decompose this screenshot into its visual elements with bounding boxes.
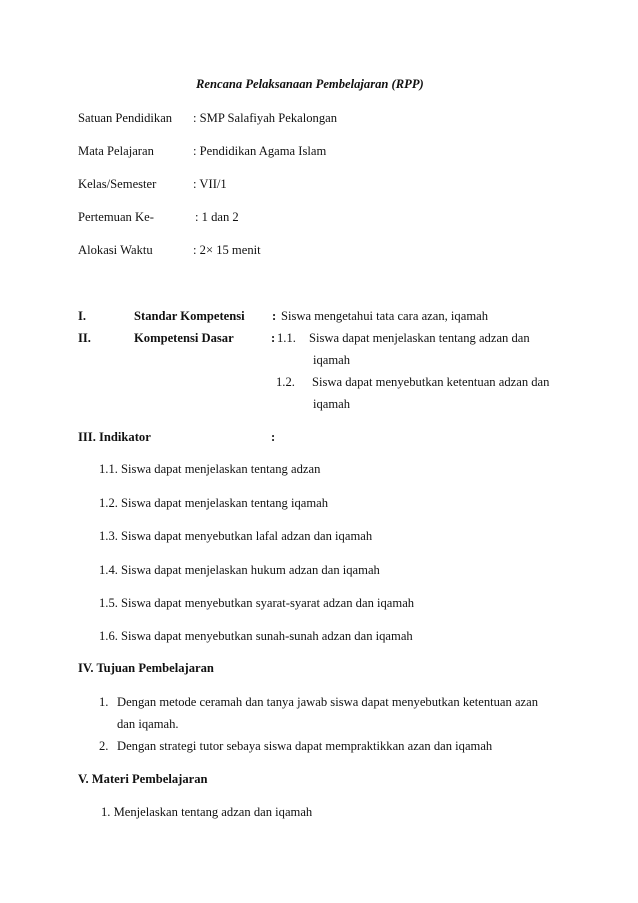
identity-label: Alokasi Waktu (78, 243, 153, 257)
identity-label: Mata Pelajaran (78, 144, 154, 158)
indicator-item: 1.5. Siswa dapat menyebutkan syarat-syarat adzan dan iqamah (99, 596, 415, 610)
section-text: Siswa mengetahui tata cara azan, iqamah (281, 309, 489, 323)
section-title: V. Materi Pembelajaran (78, 772, 208, 786)
kd-item-text: Siswa dapat menyebutkan ketentuan adzan dan (312, 375, 550, 389)
materi-item: 1. Menjelaskan tentang adzan dan iqamah (101, 805, 313, 819)
indicator-item: 1.2. Siswa dapat menjelaskan tentang iqamah (99, 496, 329, 510)
objective-number: 1. (99, 695, 109, 709)
identity-value: : SMP Salafiyah Pekalongan (193, 111, 337, 125)
document-title: Rencana Pelaksanaan Pembelajaran (RPP) (196, 77, 424, 91)
section-title: III. Indikator (78, 430, 151, 444)
identity-value: : 2× 15 menit (193, 243, 261, 257)
objective-text: Dengan metode ceramah dan tanya jawab siswa dapat menyebutkan ketentuan azan (117, 695, 539, 709)
section-number: I. (78, 309, 87, 323)
section-title: Standar Kompetensi (134, 309, 245, 323)
kd-item-text-cont: iqamah (313, 353, 351, 367)
section-number: II. (78, 331, 91, 345)
kd-item-number: 1.2. (276, 375, 295, 389)
indicator-item: 1.6. Siswa dapat menyebutkan sunah-sunah adzan dan iqamah (99, 629, 413, 643)
section-title: Kompetensi Dasar (134, 331, 234, 345)
section-colon: : (271, 331, 276, 345)
section-colon: : (272, 309, 277, 323)
kd-item-text-cont: iqamah (313, 397, 351, 411)
kd-item-number: 1.1. (277, 331, 296, 345)
identity-label: Satuan Pendidikan (78, 111, 173, 125)
identity-value: : 1 dan 2 (195, 210, 239, 224)
indicator-item: 1.4. Siswa dapat menjelaskan hukum adzan dan iqamah (99, 563, 380, 577)
kd-item-text: Siswa dapat menjelaskan tentang adzan dan (309, 331, 530, 345)
identity-label: Kelas/Semester (78, 177, 157, 191)
identity-value: : VII/1 (193, 177, 227, 191)
objective-number: 2. (99, 739, 109, 753)
section-title: IV. Tujuan Pembelajaran (78, 661, 214, 675)
indicator-item: 1.3. Siswa dapat menyebutkan lafal adzan dan iqamah (99, 529, 373, 543)
indicator-item: 1.1. Siswa dapat menjelaskan tentang adzan (99, 462, 321, 476)
identity-value: : Pendidikan Agama Islam (193, 144, 327, 158)
identity-label: Pertemuan Ke- (78, 210, 154, 224)
section-colon: : (271, 430, 276, 444)
objective-text: Dengan strategi tutor sebaya siswa dapat mempraktikkan azan dan iqamah (117, 739, 493, 753)
objective-text-cont: dan iqamah. (117, 717, 179, 731)
